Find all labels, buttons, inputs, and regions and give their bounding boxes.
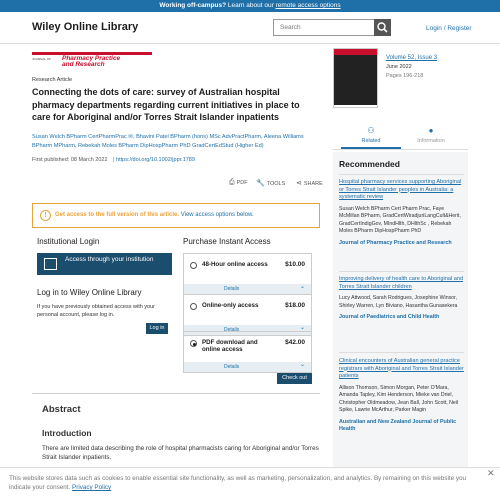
pub-label: First published: [32,157,71,163]
pdf-icon: ⎙ [229,179,235,186]
recommended-title-link[interactable]: Clinical encounters of Australian general practice registrars with Aboriginal and Torres Strait Islander patients [339,358,464,379]
recommended-title-link[interactable]: Hospital pharmacy services supporting Aboriginal or Torres Strait Islander peoples in Australia: a systematic review [339,179,462,200]
tab-related[interactable] [341,126,401,149]
tools-button[interactable] [256,179,285,187]
radio-online[interactable] [190,303,197,310]
introduction-heading: Introduction [42,428,92,438]
remote-access-link[interactable]: remote access options [275,2,341,9]
journal-banner-title-line2: and Research [62,61,105,68]
recommended-journal-link[interactable]: Journal of Pharmacy Practice and Research [339,239,452,246]
institutional-login-panel [32,233,177,388]
site-logo[interactable]: Wiley Online Library [32,21,139,33]
recommended-item [339,276,464,322]
recommended-title-link[interactable]: Improving delivery of health care to Aboriginal and Torres Strait Islander children [339,276,464,290]
issue-link[interactable]: Volume 52, Issue 3 [386,55,438,61]
article-title: Connecting the dots of care: survey of Australian hospital pharmacy departments regarding current initiatives in place to care for Aboriginal and/or Torres Strait Islander inpatients [32,87,300,122]
wrench-icon: 🔧 [256,180,265,187]
recommended-panel [333,152,468,500]
purchase-option-48h[interactable] [183,253,312,295]
rec-divider [339,174,464,175]
recommended-journal-link[interactable]: Australian and New Zealand Journal of Public Health [339,418,457,432]
article-type: Research Article [32,77,73,83]
tools-label: TOOLS [266,181,286,187]
option-label: 48-Hour online access [202,261,268,268]
access-institution-label: Access through your institution [65,256,154,263]
option-label: PDF download and online access [202,339,258,353]
option-price: $10.00 [285,261,305,268]
close-icon[interactable]: ✕ [487,468,495,478]
doi-link[interactable]: | https://doi.org/10.1002/jppr.1789 [113,157,195,163]
journal-cover[interactable] [333,48,378,108]
purchase-panel [182,233,312,388]
information-icon: ● [428,126,434,135]
abstract-heading: Abstract [42,404,81,415]
wol-login-text: If you have previously obtained access with your personal account, please log in. [37,304,156,318]
share-icon: ⋖ [296,180,302,187]
side-tabs [333,120,468,150]
recommended-authors: Allison Thomson, Simon Morgan, Peter O'Mara, Amanda Tapley, Kim Henderson, Mieke van Driel, Christopher Oldmeadow, Jean Ball, John Scott, Neil Spike, Lawrie McArthur, Parker Magin [339,384,459,413]
rec-divider [339,352,464,353]
login-register-link[interactable]: Login / Register [426,25,472,32]
recommended-heading: Recommended [339,159,400,169]
pdf-label: PDF [236,180,248,186]
privacy-policy-link[interactable]: Privacy Policy [72,484,112,491]
search-icon [374,19,391,36]
banner-bold: Working off-campus? [159,2,227,9]
related-icon: ⚇ [367,126,375,135]
details-toggle[interactable]: Details ⌄ [184,284,311,294]
recommended-authors: Susan Welch BPharm Cert Pharm Prac, Faye McMillan BPharm, GradCertWiradjuriLangCult&Herit, GradCertIndigGov, MIndHlth, DHlthSc , Rebekah Moles BPharm DipHospPharm PhD [339,205,461,234]
option-label: Online-only access [202,302,259,309]
radio-pdf[interactable] [190,340,197,347]
rec-divider [339,271,464,272]
introduction-text: There are limited data describing the role of hospital pharmacists caring for Aboriginal and/or Torres Strait Islander inpatients. [42,445,319,461]
access-notice [32,203,320,228]
cookie-message: This website stores data such as cookies to enable essential site functionality, as well as marketing, personalization, and analytics. By remaining on this website you indicate your consent. [9,475,466,491]
tab-information[interactable] [401,126,461,144]
recommended-item [339,358,464,434]
tab-related-label: Related [361,138,381,144]
info-icon: ! [40,210,51,221]
cover-image [334,55,378,105]
option-price: $42.00 [285,339,305,346]
tab-information-label: Information [417,138,445,144]
doi-link-text[interactable]: https://doi.org/10.1002/jppr.1789 [116,157,195,163]
journal-banner-title [62,56,120,68]
issue-date: June 2022 [386,64,412,70]
journal-banner-prefix: JOURNAL OF [32,57,51,61]
search-input[interactable]: Search [273,19,391,36]
option-price: $18.00 [285,302,305,309]
details-toggle[interactable]: Details ⌄ [184,362,311,372]
cookie-text [9,474,479,492]
site-header [0,12,500,44]
journal-banner[interactable] [32,52,152,70]
publication-info [32,157,195,163]
recommended-authors: Lucy Attwood, Sarah Rodrigues, Josephine Winsor, Shirley Warren, Lyn Biviano, Hasantha Gunasekera [339,295,458,309]
access-institution-button[interactable] [37,253,172,275]
access-text [55,212,254,218]
radio-48h[interactable] [190,262,197,269]
share-button[interactable] [296,179,323,187]
access-bold: Get access to the full version of this article. [55,212,180,218]
journal-banner-title-line1: Pharmacy Practice [62,55,121,62]
login-button[interactable]: Log in [146,323,168,334]
purchase-option-online[interactable] [183,294,312,336]
pdf-button[interactable] [229,179,248,187]
wol-login-heading: Log in to Wiley Online Library [37,288,142,297]
cookie-banner [0,467,500,500]
institutional-login-heading: Institutional Login [37,237,100,246]
view-access-options-link[interactable]: View access options below. [180,212,254,218]
institution-icon [44,258,57,270]
purchase-heading: Purchase Instant Access [183,237,271,246]
recommended-item [339,179,464,247]
pub-date: 08 March 2022 [70,157,108,163]
purchase-option-pdf[interactable] [183,331,312,373]
banner-text: Learn about our [226,2,276,9]
author-list[interactable]: Susan Welch BPharm CertPharmPrac ✉, Bhavini Patel BPharm (hons) MSc AdvPractPharm, Aleena Williams BPharm MPharm, Rebekah Moles BPharm DipHospPharm PhD GradCertEdStud (Higher Ed) [32,134,304,149]
search-button[interactable] [374,19,391,36]
remote-access-banner [0,0,500,12]
recommended-journal-link[interactable]: Journal of Paediatrics and Child Health [339,314,440,320]
details-toggle[interactable]: Details ⌄ [184,325,311,335]
share-label: SHARE [303,181,323,187]
checkout-button[interactable]: Check out [277,373,312,384]
section-divider [32,393,320,394]
issue-pages: Pages 196-218 [386,73,424,79]
